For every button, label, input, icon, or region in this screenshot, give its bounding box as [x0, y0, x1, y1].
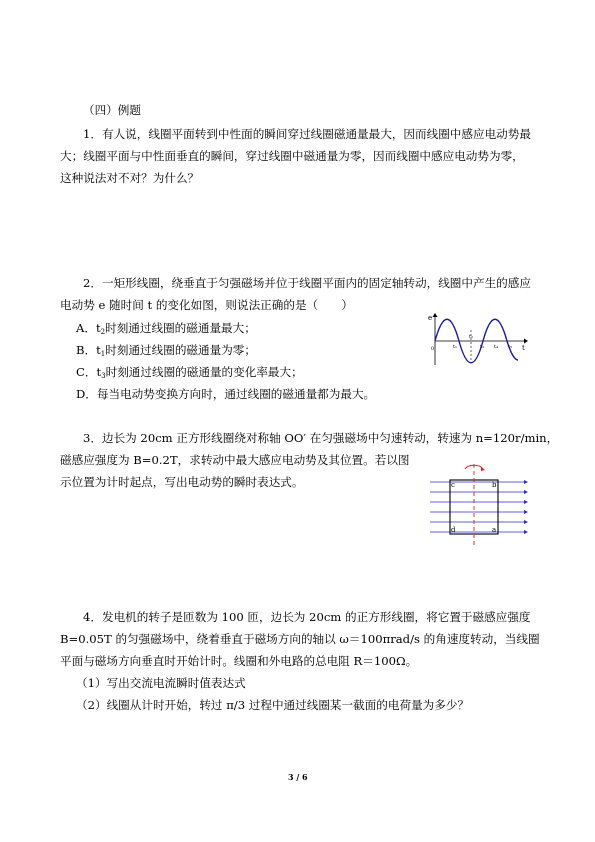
origin-label: 0 — [431, 346, 435, 352]
q1-line-2: 大；线圈平面与中性面垂直的瞬间，穿过线圈中磁通量为零，因而线圈中感应电动势为零， — [60, 149, 524, 163]
tick-label-t3: t₃ — [480, 344, 485, 350]
tick-label-t1: t₁ — [453, 344, 458, 350]
q4-sub-question-1: （1）写出交流电流瞬时值表达式 — [76, 676, 246, 690]
q1-line-3: 这种说法对不对？为什么？ — [60, 171, 200, 185]
q3-line-3: 示位置为计时起点，写出电动势的瞬时表达式。 — [60, 475, 304, 489]
corner-label-b: b — [492, 481, 497, 489]
q1-line-1: 1．有人说，线圈平面转到中性面的瞬间穿过线圈磁通量最大，因而线圈中感应电动势最 — [83, 127, 531, 141]
q3-line-1: 3．边长为 20cm 正方形线圈绕对称轴 OO′ 在匀强磁场中匀速转动，转速为 n=120r/min， — [83, 431, 559, 445]
corner-label-c: c — [451, 481, 455, 489]
q2-line-1: 2．一矩形线圈，绕垂直于匀强磁场并位于线圈平面内的固定轴转动，线圈中产生的感应 — [83, 276, 531, 290]
tick-label-t2: t₂ — [469, 334, 474, 340]
tick-label-t4: t₄ — [494, 344, 499, 350]
q2-line-2: 电动势 e 随时间 t 的变化如图，则说法正确的是（ ） — [60, 298, 353, 312]
q4-line-1: 4．发电机的转子是匝数为 100 匝，边长为 20cm 的正方形线圈，将它置于磁感应强度 — [83, 610, 531, 624]
q2-option-b: B．$t_1$时刻通过线圈的磁通量为零； — [76, 343, 256, 358]
sine-wave-graph — [426, 310, 528, 368]
corner-label-a: a — [492, 526, 497, 534]
section-title: （四）例题 — [83, 103, 141, 117]
y-axis-label: e — [428, 314, 433, 322]
q4-sub-question-2: （2）线圈从计时开始，转过 π/3 过程中通过线圈某一截面的电荷量为多少？ — [76, 698, 470, 712]
q4-line-2: B=0.05T 的匀强磁场中，绕着垂直于磁场方向的轴以 ω＝100πrad/s 的角速度转动，当线圈 — [60, 632, 540, 646]
coil-in-magnetic-field-figure — [428, 460, 532, 546]
corner-label-d: d — [451, 526, 456, 534]
x-axis-label: t — [522, 344, 525, 352]
page-number: 3 / 6 — [288, 772, 308, 782]
q2-option-a: A．$t_2$时刻通过线圈的磁通量最大； — [76, 321, 256, 336]
tick-label-t5: t₅ — [508, 344, 513, 350]
q4-line-3: 平面与磁场方向垂直时开始计时。线圈和外电路的总电阻 R＝100Ω。 — [60, 654, 418, 668]
q2-option-d: D．每当电动势变换方向时，通过线圈的磁通量都为最大。 — [76, 387, 376, 401]
q3-line-2: 磁感应强度为 B=0.2T，求转动中最大感应电动势及其位置。若以图 — [60, 453, 410, 467]
q2-option-c: C．$t_3$时刻通过线圈的磁通量的变化率最大； — [76, 365, 303, 380]
